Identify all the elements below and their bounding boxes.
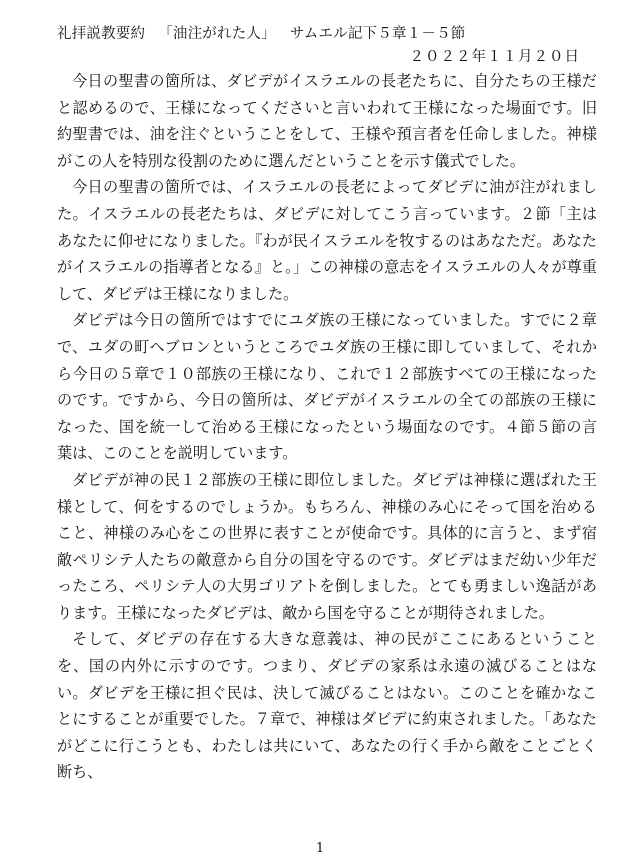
body-paragraph: 今日の聖書の箇所では、イスラエルの長老によってダビデに油が注がれました。イスラエルの長老たちは、ダビデに対してこう言っています。２節「主はあなたに仰せになりました。『わが民イスラエルを牧するのはあなただ。あなたがイスラエルの指導者となる』と。」この神様の意志をイスラエルの人々が尊重して、ダビデは王様になりました。	[57, 178, 597, 303]
body-paragraph: ダビデが神の民１２部族の王様に即位しました。ダビデは神様に選ばれた王様として、何をするのでしょうか。もちろん、神様のみ心にそって国を治めること、神様のみ心をこの世界に表すことが使命です。具体的に言うと、まず宿敵ペリシテ人たちの敵意から自分の国を守るのです。ダビデはまだ幼い少年だったころ、ペリシテ人の大男ゴリアトを倒しました。とても勇ましい逸話があります。王様になったダビデは、敵から国を守ることが期待されました。	[57, 470, 597, 622]
document-header	[57, 24, 466, 44]
header-label: 礼拝説教要約	[57, 26, 146, 42]
body-paragraph: ダビデは今日の箇所ではすでにユダ族の王様になっていました。すでに２章で、ユダの町ヘブロンというところでユダ族の王様に即していまして、それから今日の５章で１０部族の王様になり、これで１２部族すべての王様になったのです。ですから、今日の箇所は、ダビデがイスラエルの全ての部族の王様になった、国を統一して治める王様になったという場面なのです。４節５節の言葉は、このことを説明しています。	[57, 311, 597, 463]
page-number: 1	[315, 841, 325, 856]
sermon-body	[57, 68, 597, 786]
sermon-title: 「油注がれた人」	[158, 26, 276, 42]
body-paragraph: そして、ダビデの存在する大きな意義は、神の民がここにあるということを、国の内外に示すのです。つまり、ダビデの家系は永遠の滅びることはない。ダビデを王様に担ぐ民は、決して滅びることはない。このことを確かなことにすることが重要でした。７章で、神様はダビデに約束されました。「あなたがどこに行こうとも、わたしは共にいて、あなたの行く手から敵をことごとく断ち、	[57, 630, 597, 782]
scripture-reference: サムエル記下５章１－５節	[289, 26, 466, 42]
sermon-date: ２０２２年１１月２０日	[409, 49, 580, 65]
body-paragraph: 今日の聖書の箇所は、ダビデがイスラエルの長老たちに、自分たちの王様だと認めるので、王様になってくださいと言いわれて王様になった場面です。旧約聖書では、油を注ぐということをして、王様や預言者を任命しました。神様がこの人を特別な役割のために選んだということを示す儀式でした。	[57, 72, 597, 170]
